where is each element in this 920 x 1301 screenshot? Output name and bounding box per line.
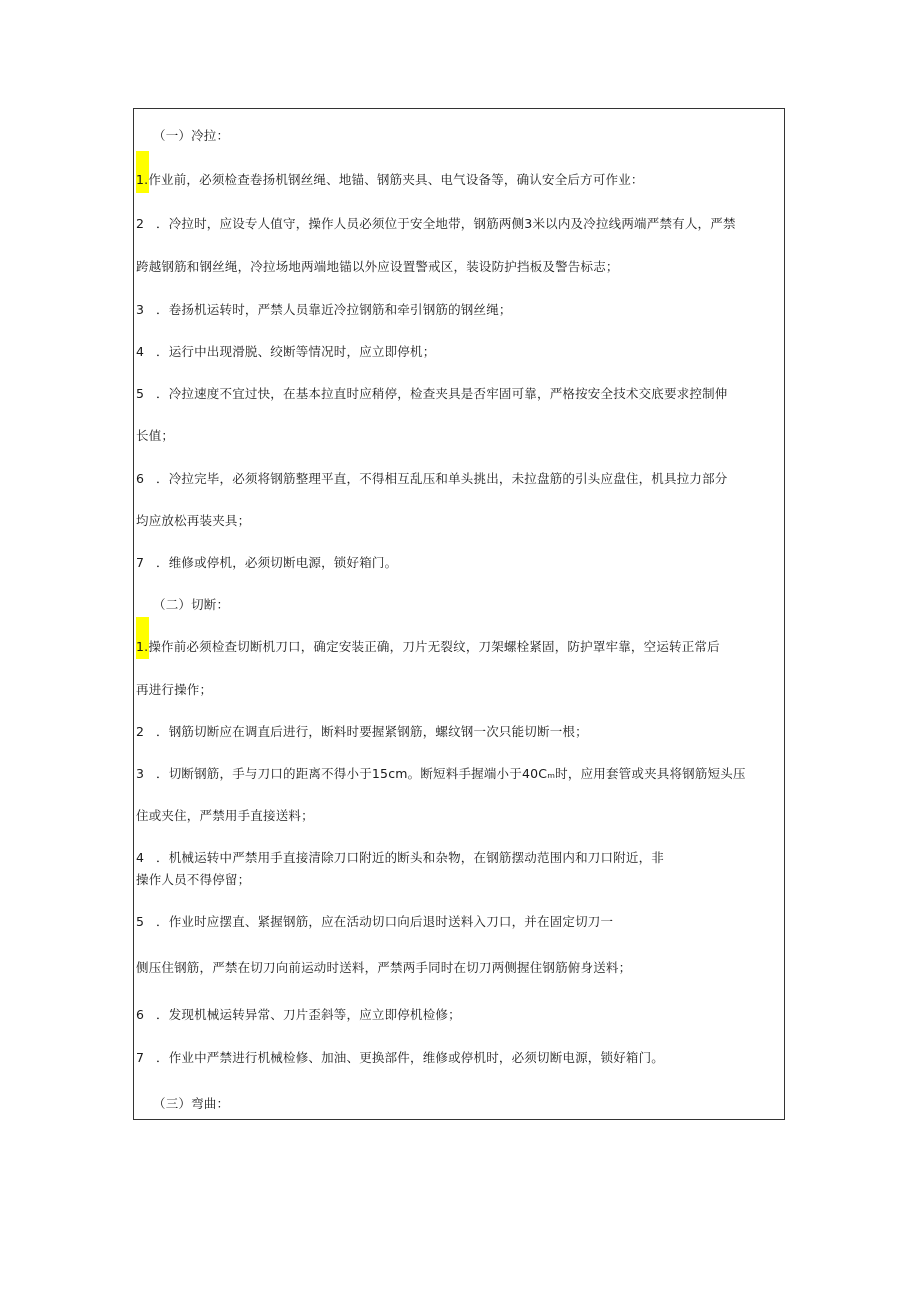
- item-continuation: 均应放松再装夹具；: [136, 513, 251, 528]
- item-number: 4: [136, 344, 145, 359]
- list-item: [136, 172, 644, 188]
- item-text: ．机械运转中严禁用手直接清除刀口附近的断头和杂物，在钢筋摆动范围内和刀口附近，非: [156, 850, 665, 865]
- item-text: ．卷扬机运转时，严禁人员靠近冷拉钢筋和牵引钢筋的钢丝绳；: [156, 302, 512, 317]
- item-number: 5: [136, 914, 145, 929]
- list-item: [136, 639, 720, 655]
- list-item: [136, 724, 588, 740]
- list-item: [136, 766, 746, 782]
- item-text: ．作业时应摆直、紧握钢筋，应在活动切口向后退时送料入刀口，并在固定切刀一: [156, 914, 614, 929]
- item-text: 作业前，必须检查卷扬机钢丝绳、地锚、钢筋夹具、电气设备等，确认安全后方可作业：: [148, 172, 644, 187]
- section-heading-cutting: （二）切断：: [153, 597, 230, 612]
- item-number: 2: [136, 216, 145, 231]
- item-number: 7: [136, 1050, 145, 1065]
- item-number: 3: [136, 766, 145, 781]
- list-item: [136, 1050, 664, 1066]
- list-item: [136, 1007, 461, 1023]
- item-continuation: 侧压住钢筋，严禁在切刀向前运动时送料，严禁两手同时在切刀两侧握住钢筋俯身送料；: [136, 960, 632, 975]
- item-number: 6: [136, 1007, 145, 1022]
- item-text: ．钢筋切断应在调直后进行，断料时要握紧钢筋，螺纹钢一次只能切断一根；: [156, 724, 588, 739]
- item-text: ．作业中严禁进行机械检修、加油、更换部件，维修或停机时，必须切断电源，锁好箱门。: [156, 1050, 665, 1065]
- list-item: [136, 386, 728, 402]
- item-text: ．运行中出现滑脱、绞断等情况时，应立即停机；: [156, 344, 436, 359]
- item-text: ．冷拉完毕，必须将钢筋整理平直，不得相互乱压和单头挑出，未拉盘筋的引头应盘住，机具拉力部分: [156, 471, 728, 486]
- list-item: [136, 302, 512, 318]
- item-continuation: 住或夹住，严禁用手直接送料；: [136, 808, 314, 823]
- section-heading-cold-drawing: （一）冷拉：: [153, 128, 230, 143]
- item-continuation: 长值；: [136, 428, 175, 443]
- list-item: [136, 471, 728, 487]
- item-number: 5: [136, 386, 145, 401]
- item-number: 2: [136, 724, 145, 739]
- item-number: 6: [136, 471, 145, 486]
- item-continuation: 再进行操作；: [136, 682, 213, 697]
- item-text: ．冷拉时，应设专人值守，操作人员必须位于安全地带，钢筋两侧3米以内及冷拉线两端严禁有人，严禁: [156, 216, 736, 231]
- item-text: ．发现机械运转异常、刀片歪斜等，应立即停机检修；: [156, 1007, 461, 1022]
- list-item: [136, 216, 736, 232]
- item-number: 1.: [136, 172, 149, 187]
- item-text: 操作前必须检查切断机刀口，确定安装正确，刀片无裂纹，刀架螺栓紧固，防护罩牢靠，空运转正常后: [148, 639, 720, 654]
- item-number: 3: [136, 302, 145, 317]
- item-continuation: 跨越钢筋和钢丝绳，冷拉场地两端地锚以外应设置警戒区，装设防护挡板及警告标志；: [136, 259, 619, 274]
- item-text: ．切断钢筋，手与刀口的距离不得小于15cm。断短料手握端小于40Cₘ时，应用套管或夹具将钢筋短头压: [156, 766, 746, 781]
- item-number: 7: [136, 555, 145, 570]
- item-text: ．维修或停机，必须切断电源，锁好箱门。: [156, 555, 398, 570]
- item-text: ．冷拉速度不宜过快，在基本拉直时应稍停，检查夹具是否牢固可靠，严格按安全技术交底要求控制伸: [156, 386, 728, 401]
- section-heading-bending: （三）弯曲：: [153, 1096, 230, 1111]
- list-item: [136, 850, 664, 866]
- item-continuation: 操作人员不得停留；: [136, 872, 251, 887]
- item-number: 4: [136, 850, 145, 865]
- item-number: 1.: [136, 639, 149, 654]
- list-item: [136, 555, 397, 571]
- list-item: [136, 344, 435, 360]
- list-item: [136, 914, 613, 930]
